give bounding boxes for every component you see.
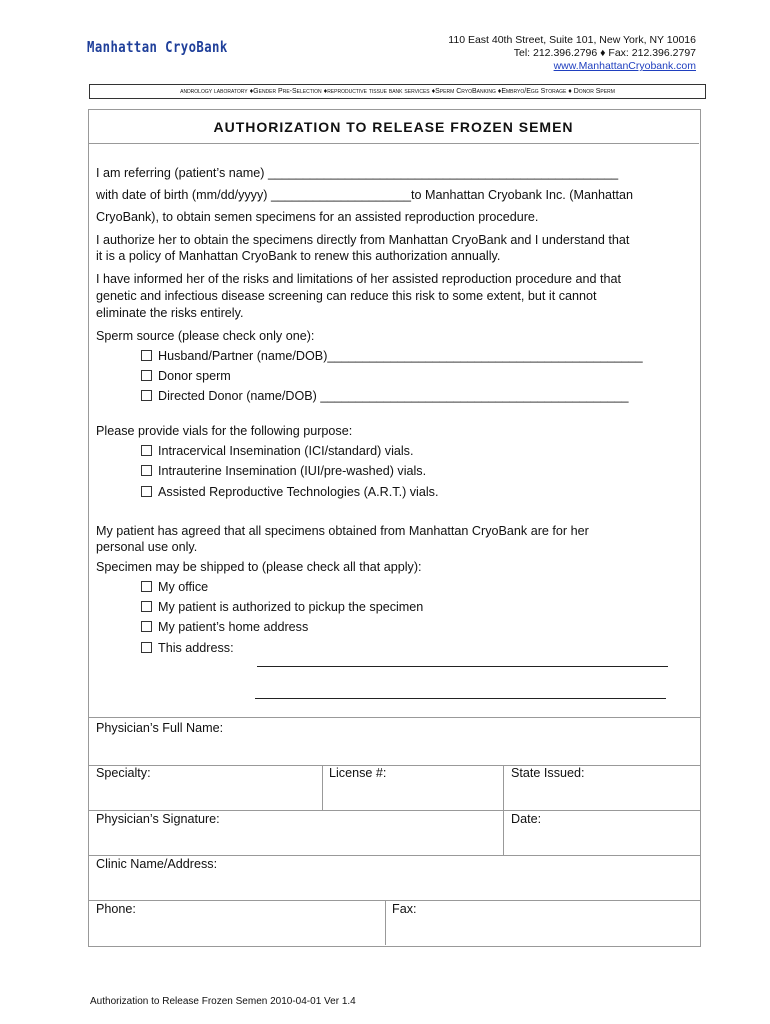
checkbox[interactable] xyxy=(141,621,152,632)
table-divider xyxy=(322,765,323,810)
license-field[interactable]: License #: xyxy=(329,766,387,780)
patient-name-line[interactable]: I am referring (patient’s name) __________________________________________________ xyxy=(96,166,619,180)
checkbox[interactable] xyxy=(141,350,152,361)
specialty-field[interactable]: Specialty: xyxy=(96,766,151,780)
purpose-line: CryoBank), to obtain semen specimens for an assisted reproduction procedure. xyxy=(96,210,539,224)
agreement-text: My patient has agreed that all specimens obtained from Manhattan CryoBank are for her xyxy=(96,524,589,538)
checkbox[interactable] xyxy=(141,581,152,592)
address-line: 110 East 40th Street, Suite 101, New York, NY 10016 xyxy=(448,34,696,46)
address-field-line[interactable] xyxy=(255,698,666,699)
authorize-text: it is a policy of Manhattan CryoBank to renew this authorization annually. xyxy=(96,249,501,263)
address-field-line[interactable] xyxy=(257,666,668,667)
authorize-text: I authorize her to obtain the specimens directly from Manhattan CryoBank and I understand that xyxy=(96,233,630,247)
phone-field[interactable]: Phone: xyxy=(96,902,136,916)
table-divider xyxy=(385,900,386,945)
company-address xyxy=(448,34,696,73)
option-donor-sperm[interactable]: Donor sperm xyxy=(141,368,231,384)
risk-text: genetic and infectious disease screening can reduce this risk to some extent, but it cannot xyxy=(96,289,597,303)
checkbox[interactable] xyxy=(141,465,152,476)
option-directed-donor[interactable]: Directed Donor (name/DOB) ____________________________________________ xyxy=(141,388,629,404)
clinic-field[interactable]: Clinic Name/Address: xyxy=(96,857,218,871)
checkbox[interactable] xyxy=(141,642,152,653)
option-husband-partner[interactable]: Husband/Partner (name/DOB)_____________________________________________ xyxy=(141,348,643,364)
option-this-address[interactable]: This address: xyxy=(141,640,234,656)
agreement-text: personal use only. xyxy=(96,540,198,554)
form-title: AUTHORIZATION TO RELEASE FROZEN SEMEN xyxy=(213,119,574,135)
vials-label: Please provide vials for the following purpose: xyxy=(96,424,353,438)
table-divider xyxy=(88,855,700,856)
shipping-label: Specimen may be shipped to (please check all that apply): xyxy=(96,560,422,574)
risk-text: eliminate the risks entirely. xyxy=(96,306,244,320)
option-iui[interactable]: Intrauterine Insemination (IUI/pre-washed) vials. xyxy=(141,463,426,479)
option-ici[interactable]: Intracervical Insemination (ICI/standard) vials. xyxy=(141,443,413,459)
services-bar: andrology laboratory ♦Gender Pre-Selection ♦reproductive tissue bank services ♦Sperm CryoBanking ♦Embryo/Egg Storage ♦ Donor Sperm xyxy=(89,84,706,99)
footer-version: Authorization to Release Frozen Semen 2010-04-01 Ver 1.4 xyxy=(90,996,356,1007)
state-issued-field[interactable]: State Issued: xyxy=(511,766,585,780)
risk-text: I have informed her of the risks and limitations of her assisted reproduction procedure and that xyxy=(96,272,622,286)
table-divider xyxy=(88,717,700,718)
table-divider xyxy=(88,900,700,901)
physician-name-field[interactable]: Physician’s Full Name: xyxy=(96,721,224,735)
dob-line[interactable]: with date of birth (mm/dd/yyyy) ____________________to Manhattan Cryobank Inc. (Manhattan xyxy=(96,188,633,202)
option-patient-pickup[interactable]: My patient is authorized to pickup the specimen xyxy=(141,599,423,615)
option-my-office[interactable]: My office xyxy=(141,579,208,595)
phone-fax-line: Tel: 212.396.2796 ♦ Fax: 212.396.2797 xyxy=(513,47,696,59)
checkbox[interactable] xyxy=(141,486,152,497)
website-link[interactable]: www.ManhattanCryobank.com xyxy=(553,60,696,72)
checkbox[interactable] xyxy=(141,445,152,456)
company-logo: Manhattan CryoBank xyxy=(87,38,228,56)
sperm-source-label: Sperm source (please check only one): xyxy=(96,329,315,343)
date-field[interactable]: Date: xyxy=(511,812,542,826)
checkbox[interactable] xyxy=(141,390,152,401)
fax-field[interactable]: Fax: xyxy=(392,902,417,916)
table-divider xyxy=(88,810,700,811)
checkbox[interactable] xyxy=(141,370,152,381)
checkbox[interactable] xyxy=(141,601,152,612)
signature-field[interactable]: Physician’s Signature: xyxy=(96,812,220,826)
table-divider xyxy=(88,765,700,766)
option-art[interactable]: Assisted Reproductive Technologies (A.R.T.) vials. xyxy=(141,484,438,500)
option-home-address[interactable]: My patient’s home address xyxy=(141,619,308,635)
